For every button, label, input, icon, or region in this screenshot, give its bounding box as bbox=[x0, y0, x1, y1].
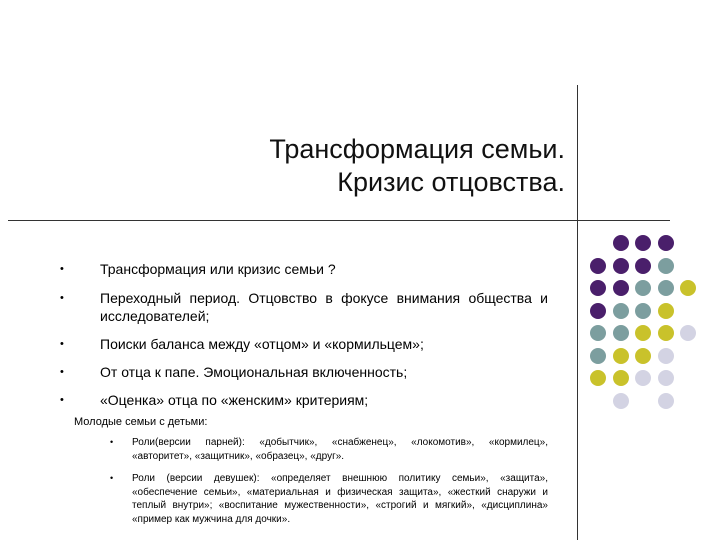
decorative-dot bbox=[613, 325, 629, 341]
bullet-text: Переходный период. Отцовство в фокусе внимания общества и исследователей; bbox=[100, 290, 548, 324]
decorative-dot bbox=[658, 258, 674, 274]
list-item bbox=[60, 363, 548, 381]
decorative-dot bbox=[635, 325, 651, 341]
decorative-dot bbox=[590, 303, 606, 319]
decorative-dot bbox=[613, 280, 629, 296]
bullet-marker: • bbox=[60, 366, 64, 378]
list-item bbox=[60, 289, 548, 325]
decorative-dot bbox=[635, 348, 651, 364]
bullet-text: Трансформация или кризис семьи ? bbox=[100, 261, 336, 277]
decorative-dot bbox=[590, 325, 606, 341]
decorative-dot bbox=[613, 258, 629, 274]
decorative-dot bbox=[658, 325, 674, 341]
decorative-dot bbox=[590, 348, 606, 364]
decorative-dot bbox=[658, 280, 674, 296]
bullet-text: От отца к папе. Эмоциональная включенность; bbox=[100, 364, 408, 380]
sub-bullet-text: Роли (версии девушек): «определяет внешнюю политику семьи», «защита», «обеспечение семьи», «материальная и физическая защита», «жесткий снаружи и теплый внутри»; «воспитание мужественности», «строгий и мягкий», «дисциплина» «пример как мужчина для дочки». bbox=[132, 473, 548, 525]
subheading: Молодые семьи с детьми: bbox=[74, 416, 208, 428]
decorative-dot bbox=[635, 258, 651, 274]
bullet-text: «Оценка» отца по «женским» критериям; bbox=[100, 392, 369, 408]
decorative-dot bbox=[590, 258, 606, 274]
decorative-dot bbox=[658, 303, 674, 319]
list-item bbox=[60, 260, 548, 278]
horizontal-divider bbox=[8, 220, 670, 221]
decorative-dot bbox=[613, 235, 629, 251]
decorative-dot bbox=[613, 370, 629, 386]
decorative-dot bbox=[613, 303, 629, 319]
list-item bbox=[60, 391, 548, 409]
decorative-dot bbox=[680, 325, 696, 341]
decorative-dot bbox=[635, 303, 651, 319]
decorative-dot bbox=[658, 393, 674, 409]
decorative-dot bbox=[635, 235, 651, 251]
decorative-dot bbox=[590, 280, 606, 296]
decorative-dot bbox=[658, 370, 674, 386]
decorative-dot bbox=[590, 370, 606, 386]
bullet-list bbox=[60, 260, 548, 409]
decorative-dot bbox=[613, 393, 629, 409]
bullet-marker: • bbox=[60, 394, 64, 406]
bullet-marker: • bbox=[60, 338, 64, 350]
title-line-1: Трансформация семьи. bbox=[269, 134, 565, 164]
bullet-marker: • bbox=[60, 263, 64, 275]
sub-bullet-text: Роли(версии парней): «добытчик», «снабженец», «локомотив», «кормилец», «авторитет», «защитник», «образец», «друг». bbox=[132, 437, 548, 462]
bullet-marker: • bbox=[60, 292, 64, 304]
list-item bbox=[60, 335, 548, 353]
sub-list-item bbox=[110, 436, 548, 463]
bullet-marker: • bbox=[110, 437, 114, 447]
decorative-dot bbox=[635, 280, 651, 296]
decorative-dot bbox=[613, 348, 629, 364]
title-line-2: Кризис отцовства. bbox=[337, 167, 565, 197]
decorative-dot bbox=[680, 280, 696, 296]
slide-title bbox=[269, 133, 565, 199]
decorative-dot bbox=[658, 235, 674, 251]
bullet-text: Поиски баланса между «отцом» и «кормильцем»; bbox=[100, 336, 424, 352]
vertical-divider bbox=[577, 85, 578, 540]
decorative-dot bbox=[635, 370, 651, 386]
sub-list-item bbox=[110, 472, 548, 526]
bullet-marker: • bbox=[110, 473, 114, 483]
decorative-dot bbox=[658, 348, 674, 364]
